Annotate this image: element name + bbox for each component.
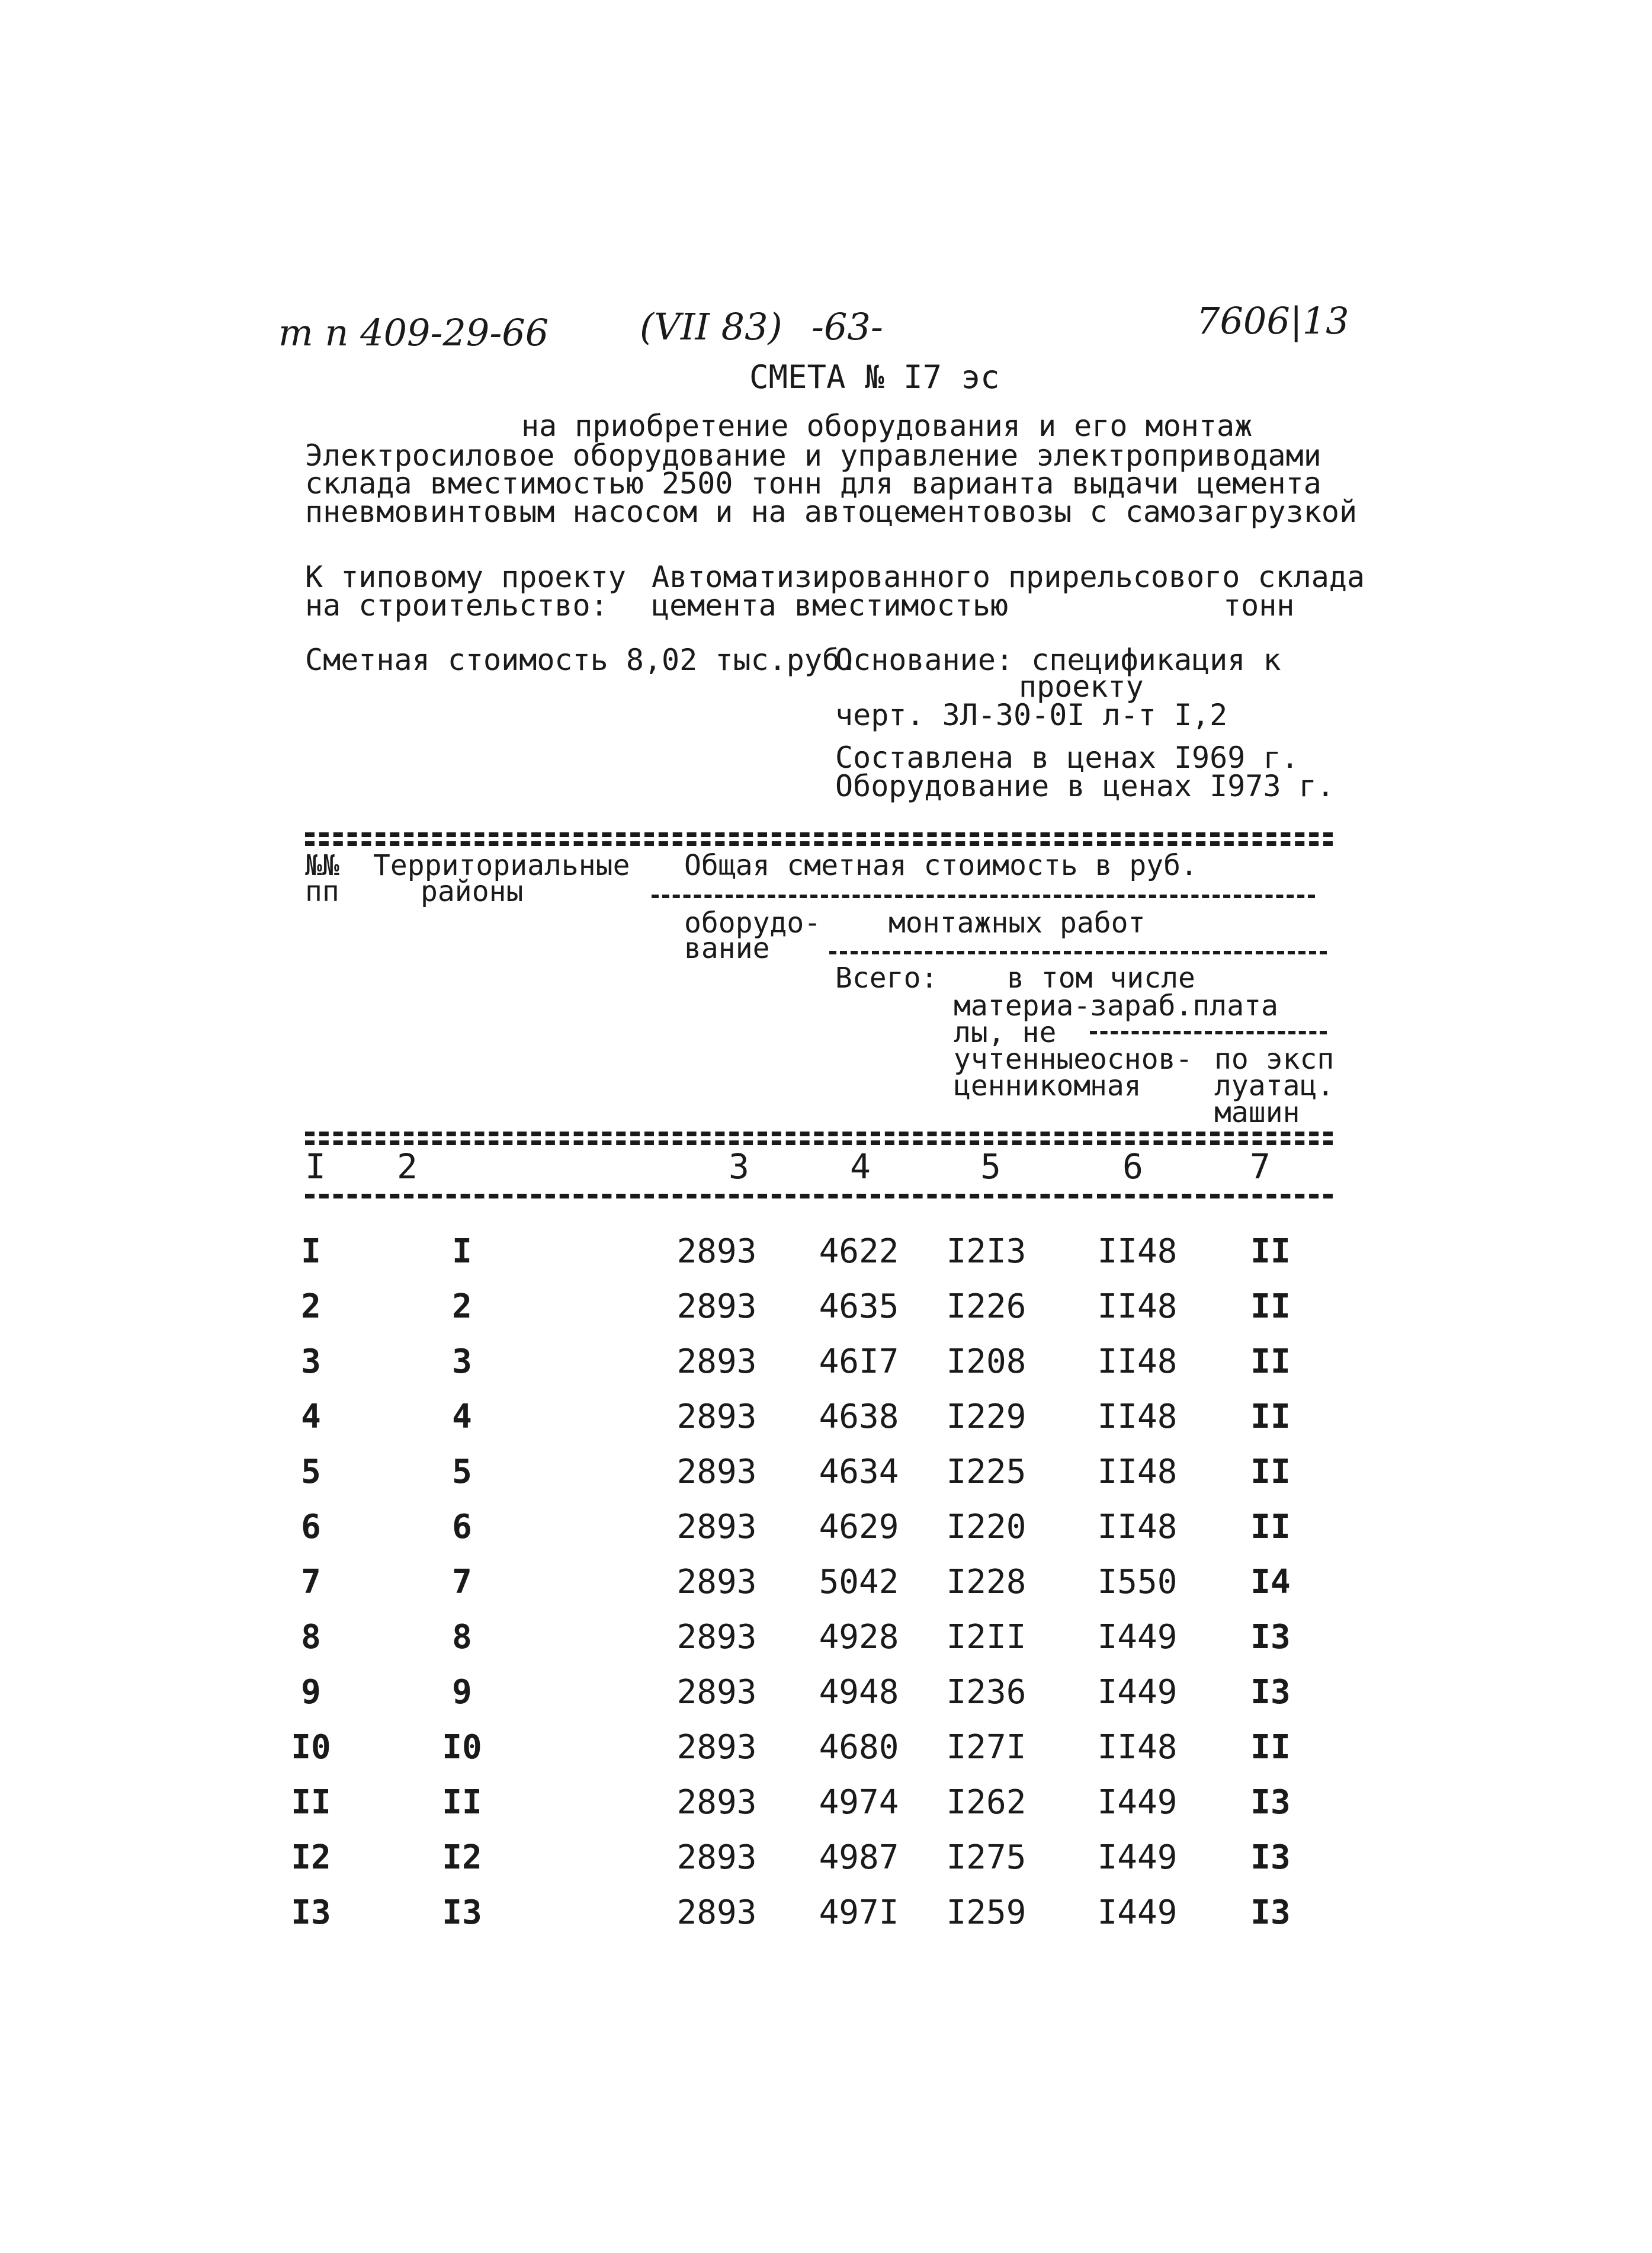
header-total: Всего: bbox=[835, 962, 938, 995]
table-cell: 5042 bbox=[819, 1563, 899, 1601]
basis-label: Основание: спецификация к bbox=[835, 643, 1281, 677]
table-cell: I0 bbox=[291, 1728, 331, 1767]
table-cell: I bbox=[301, 1232, 321, 1271]
rule bbox=[305, 1140, 1333, 1145]
table-cell: I225 bbox=[946, 1453, 1027, 1491]
sheet-code: 7606|13 bbox=[1197, 299, 1349, 342]
header-machines-2: луатац. bbox=[1214, 1069, 1335, 1103]
table-cell: 2893 bbox=[676, 1563, 757, 1601]
table-cell: 4635 bbox=[819, 1287, 899, 1326]
table-cell: I3 bbox=[1250, 1783, 1291, 1822]
table-cell: 4 bbox=[452, 1398, 472, 1436]
prices-line-1: Составлена в ценах I969 г. bbox=[835, 741, 1299, 775]
rule bbox=[305, 832, 1333, 837]
subtitle-line-1: на приобретение оборудования и его монтаж bbox=[521, 409, 1253, 443]
header-basic-2: ная bbox=[1090, 1069, 1141, 1103]
subtitle-line-4: пневмовинтовым насосом и на автоцементовозы с самозагрузкой bbox=[305, 495, 1358, 529]
table-cell: I2I3 bbox=[946, 1232, 1027, 1271]
table-cell: II bbox=[1250, 1287, 1291, 1326]
table-cell: II bbox=[1250, 1398, 1291, 1436]
table-cell: I3 bbox=[1250, 1618, 1291, 1656]
header-materials-2: лы, не bbox=[954, 1016, 1057, 1049]
table-cell: I236 bbox=[946, 1673, 1027, 1712]
table-cell: II bbox=[1250, 1232, 1291, 1271]
table-cell: II48 bbox=[1097, 1342, 1178, 1381]
header-region-1: Территориальные bbox=[373, 849, 630, 882]
header-num-1: №№ bbox=[305, 849, 339, 882]
table-cell: I2 bbox=[291, 1838, 331, 1877]
table-cell: I3 bbox=[291, 1893, 331, 1932]
table-cell: I3 bbox=[1250, 1838, 1291, 1877]
table-cell: I208 bbox=[946, 1342, 1027, 1381]
table-cell: 4928 bbox=[819, 1618, 899, 1656]
table-cell: I449 bbox=[1097, 1618, 1178, 1656]
table-cell: I449 bbox=[1097, 1893, 1178, 1932]
table-cell: 2893 bbox=[676, 1342, 757, 1381]
rule bbox=[305, 841, 1333, 846]
table-cell: II bbox=[291, 1783, 331, 1822]
table-cell: 6 bbox=[301, 1508, 321, 1546]
table-cell: 2893 bbox=[676, 1508, 757, 1546]
rule bbox=[652, 895, 1315, 898]
header-materials-4: ценником bbox=[954, 1069, 1091, 1103]
project-value-2: цемента вместимостью bbox=[652, 588, 1009, 623]
header-basic-1: основ- bbox=[1090, 1043, 1193, 1076]
table-cell: I262 bbox=[946, 1783, 1027, 1822]
table-cell: 497I bbox=[819, 1893, 899, 1932]
table-cell: I3 bbox=[1250, 1673, 1291, 1712]
table-cell: I220 bbox=[946, 1508, 1027, 1546]
table-cell: 2893 bbox=[676, 1618, 757, 1656]
table-cell: 7 bbox=[301, 1563, 321, 1601]
col-number-3: 3 bbox=[729, 1146, 749, 1187]
header-machines-3: машин bbox=[1214, 1096, 1300, 1129]
table-cell: II48 bbox=[1097, 1508, 1178, 1546]
header-installation: монтажных работ bbox=[888, 906, 1146, 940]
table-cell: 8 bbox=[452, 1618, 472, 1656]
table-cell: II bbox=[1250, 1508, 1291, 1546]
table-cell: II48 bbox=[1097, 1728, 1178, 1767]
table-cell: I275 bbox=[946, 1838, 1027, 1877]
edition-mark: (VII 83) bbox=[640, 305, 782, 348]
table-cell: I229 bbox=[946, 1398, 1027, 1436]
col-number-1: I bbox=[305, 1146, 326, 1187]
table-cell: 7 bbox=[452, 1563, 472, 1601]
table-cell: II bbox=[442, 1783, 482, 1822]
table-cell: I27I bbox=[946, 1728, 1027, 1767]
table-cell: II48 bbox=[1097, 1232, 1178, 1271]
table-cell: 2893 bbox=[676, 1728, 757, 1767]
table-cell: II48 bbox=[1097, 1453, 1178, 1491]
table-cell: 4629 bbox=[819, 1508, 899, 1546]
table-cell: 4987 bbox=[819, 1838, 899, 1877]
table-cell: 2893 bbox=[676, 1398, 757, 1436]
col-number-4: 4 bbox=[850, 1146, 871, 1187]
table-cell: 9 bbox=[301, 1673, 321, 1712]
subtitle-line-3: склада вместимостью 2500 тонн для варианта выдачи цемента bbox=[305, 466, 1321, 501]
table-cell: 3 bbox=[452, 1342, 472, 1381]
table-cell: I0 bbox=[442, 1728, 482, 1767]
basis-line-2: черт. ЗЛ-30-0I л-т I,2 bbox=[835, 698, 1228, 732]
rule bbox=[1090, 1031, 1327, 1034]
table-cell: I550 bbox=[1097, 1563, 1178, 1601]
table-cell: II bbox=[1250, 1453, 1291, 1491]
table-cell: I bbox=[452, 1232, 472, 1271]
col-number-2: 2 bbox=[397, 1146, 418, 1187]
table-cell: I449 bbox=[1097, 1783, 1178, 1822]
header-wages: зараб.плата bbox=[1090, 989, 1278, 1023]
table-cell: 3 bbox=[301, 1342, 321, 1381]
table-cell: 4634 bbox=[819, 1453, 899, 1491]
page-number: -63- bbox=[811, 305, 883, 348]
table-cell: 4622 bbox=[819, 1232, 899, 1271]
header-materials-1: материа- bbox=[954, 989, 1091, 1023]
prices-line-2: Оборудование в ценах I973 г. bbox=[835, 769, 1335, 803]
table-cell: II48 bbox=[1097, 1398, 1178, 1436]
table-cell: 46I7 bbox=[819, 1342, 899, 1381]
table-cell: I259 bbox=[946, 1893, 1027, 1932]
estimated-cost: Сметная стоимость 8,02 тыс.руб. bbox=[305, 643, 858, 677]
table-cell: 2 bbox=[452, 1287, 472, 1326]
table-cell: 6 bbox=[452, 1508, 472, 1546]
table-cell: 4638 bbox=[819, 1398, 899, 1436]
table-cell: II bbox=[1250, 1728, 1291, 1767]
doc-code: т п 409-29-66 bbox=[278, 311, 549, 354]
table-cell: I4 bbox=[1250, 1563, 1291, 1601]
table-cell: I449 bbox=[1097, 1673, 1178, 1712]
table-cell: I449 bbox=[1097, 1838, 1178, 1877]
table-cell: 2893 bbox=[676, 1783, 757, 1822]
table-cell: 9 bbox=[452, 1673, 472, 1712]
header-machines-1: по эксп bbox=[1214, 1043, 1335, 1076]
header-including: в том числе bbox=[1007, 962, 1195, 995]
table-cell: 4948 bbox=[819, 1673, 899, 1712]
table-cell: 2893 bbox=[676, 1453, 757, 1491]
header-equipment-2: вание bbox=[684, 932, 770, 965]
col-number-5: 5 bbox=[980, 1146, 1001, 1187]
table-cell: I226 bbox=[946, 1287, 1027, 1326]
basis-line-1: проекту bbox=[1019, 669, 1144, 704]
table-cell: I3 bbox=[1250, 1893, 1291, 1932]
table-cell: I2II bbox=[946, 1618, 1027, 1656]
header-equipment-1: оборудо- bbox=[684, 906, 822, 940]
project-unit: тонн bbox=[1223, 588, 1295, 623]
table-cell: 2893 bbox=[676, 1838, 757, 1877]
table-cell: 2893 bbox=[676, 1893, 757, 1932]
table-cell: I2 bbox=[442, 1838, 482, 1877]
project-label-2: на строительство: bbox=[305, 588, 608, 623]
table-cell: 4 bbox=[301, 1398, 321, 1436]
header-region-2: районы bbox=[421, 875, 524, 908]
header-num-2: пп bbox=[305, 875, 339, 908]
table-cell: II48 bbox=[1097, 1287, 1178, 1326]
header-total-cost: Общая сметная стоимость в руб. bbox=[684, 849, 1198, 882]
table-cell: II bbox=[1250, 1342, 1291, 1381]
table-cell: 2893 bbox=[676, 1287, 757, 1326]
document-title: СМЕТА № I7 эс bbox=[749, 358, 1000, 396]
table-cell: 5 bbox=[452, 1453, 472, 1491]
rule bbox=[829, 951, 1327, 954]
table-cell: 5 bbox=[301, 1453, 321, 1491]
header-materials-3: учтенные bbox=[954, 1043, 1091, 1076]
project-label-1: К типовому проекту bbox=[305, 560, 626, 594]
rule bbox=[305, 1132, 1333, 1136]
project-value-1: Автоматизированного прирельсового склада bbox=[652, 560, 1365, 594]
table-cell: 4974 bbox=[819, 1783, 899, 1822]
subtitle-line-2: Электросиловое оборудование и управление электроприводами bbox=[305, 438, 1321, 473]
table-cell: 4680 bbox=[819, 1728, 899, 1767]
rule bbox=[305, 1194, 1333, 1198]
table-cell: 2 bbox=[301, 1287, 321, 1326]
table-cell: 2893 bbox=[676, 1232, 757, 1271]
table-cell: I3 bbox=[442, 1893, 482, 1932]
col-number-7: 7 bbox=[1250, 1146, 1271, 1187]
col-number-6: 6 bbox=[1122, 1146, 1143, 1187]
table-cell: 2893 bbox=[676, 1673, 757, 1712]
table-cell: 8 bbox=[301, 1618, 321, 1656]
table-cell: I228 bbox=[946, 1563, 1027, 1601]
